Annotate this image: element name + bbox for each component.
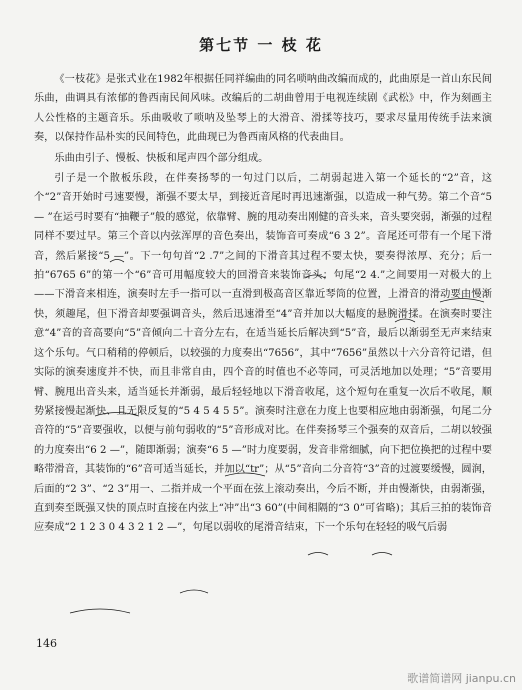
slur-mark [70, 609, 130, 613]
slur-mark [372, 553, 392, 556]
intro-paragraph: 《一枝花》是张式业在1982年根据任同祥编曲的同名唢呐曲改编而成的，此曲原是一首山东民间乐曲，曲调具有浓郁的鲁西南民间风味。改编后的二胡曲曾用于电视连续剧《武松》中，作为刻画主人公性格的主题音乐。乐曲吸收了唢呐及坠琴上的大滑音、滑揉等技巧，要求尽量用传统手法来演奏，以保持作品朴实的民间特色，此曲现已为鲁西南风格的代表曲目。 [34, 74, 492, 144]
section-title: 第七节 一 枝 花 [199, 36, 323, 54]
performance-notes-paragraph: 引子是一个散板乐段，在伴奏扬琴的一句过门以后，二胡弱起进入第一个延长的“2”音，这个“2”音开始时弓速要慢，渐强不要太早，到接近音尾时再迅速渐强，以造成一种气势。第二个音“5 — ”在运弓时要有“抽鞭子”般的感觉，依靠臂、腕的甩动奏出刚健的音头来，音头要突弱，渐强的过程同样不要过早。第三个音以内弦浑厚的音色奏出，装饰音可奏成“6 3 2”。音尾还可带有一个尾下滑音，然后紧接“5 —”。下一句句首“2 .7”之间的下滑音其过程不要太快，要奏得浓厚、充分；后一拍“6765 6”的第一个“6”音可用幅度较大的回滑音来装饰音头；句尾“2 4.”之间要用一对极大的上——下滑音来相连，演奏时左手一指可以一直滑到极高音区靠近琴筒的位置，上滑音的滑动要由慢渐快，须趣尾，但下滑音却要强调音头，然后迅速滑至“4”音并加以大幅度的悬腕滑揉。在演奏时要注意“4”音的音高要向“5”音倾向二十音分左右，在适当延长后解决到“5”音，最后以渐弱至无声来结束这个乐句。气口稍稍的停顿后，以较强的力度奏出“7656”，其中“7656”虽然以十六分音符记谱，但实际的演奏速度并不快，而且非常自由，四个音的时值也不必等同，可灵活地加以处理；“5”音要用臂、腕甩出音头来，适当延长并渐弱，最后轻轻地以下滑音收尾，这个短句在重复一次后不收尾，顺势紧接慢起渐快、且无限反复的“5 4 5 4 5 5”。演奏时注意在力度上也要相应地由弱渐强，句尾二分音符的“5”音要强收，以便与前句弱收的“5”音形成对比。在伴奏扬琴三个强奏的双音后，二胡以较强的力度奏出“6 2 —”，随即渐弱；演奏“6 5 —”时力度要弱，发音非常细腻，向下把位换把的过程中要略带滑音，其装饰的“6”音可适当延长，并加以“tr”；从“5”音向二分音符“3”音的过渡要缓慢，圆润，后面的“2 3”、“2 3”用一、二指并成一个平面在弦上滚动奏出，今后不断，并由慢渐快，由弱渐强，直到奏至既强又快的顶点时直接在内弦上“冲”出“3 60”(中间相隔的“3 0”可省略)；其后三拍的装饰音应奏成“2 1 2 3 0 4 3 2 1 2 —”，句尾以弱收的尾滑音结束，下一个乐句在轻轻的吸气后弱 [34, 173, 492, 534]
page-number: 146 [36, 637, 57, 650]
structure-paragraph: 乐曲由引子、慢板、快板和尾声四个部分组成。 [54, 152, 269, 164]
watermark: 歌谱简谱网 jianpu.cn [407, 672, 516, 685]
body-text [34, 70, 492, 538]
slur-mark [180, 590, 208, 593]
slur-mark [308, 553, 328, 556]
